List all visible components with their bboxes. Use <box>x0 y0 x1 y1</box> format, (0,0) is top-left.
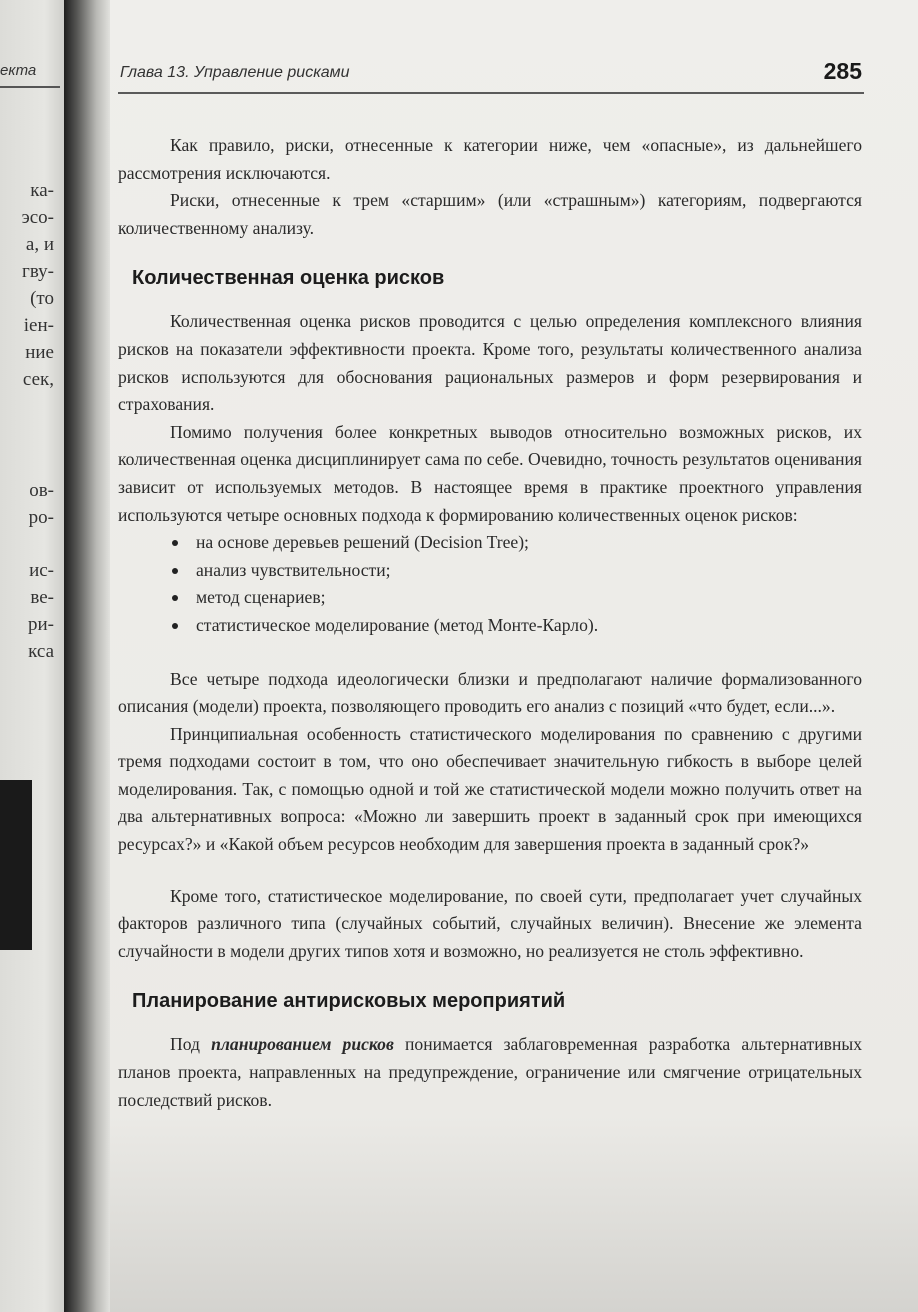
facing-page-line: эсо- <box>21 207 54 228</box>
list-item: анализ чувствительности; <box>172 557 862 585</box>
facing-page-line: ри- <box>28 614 54 635</box>
paragraph: Все четыре подхода идеологически близки и предполагают наличие формализованного описания (модели) проекта, позволяющего проводить его анализ с позиций «что будет, если...». <box>118 668 862 717</box>
paragraph: Как правило, риски, отнесенные к категории ниже, чем «опасные», из дальнейшего рассмотрения исключаются. <box>118 135 862 183</box>
page-body <box>118 132 862 1114</box>
paragraph-text: понимается заблаговременная разработка альтернативных планов проекта, направленных на предупреждение, ограничение или смягчение отрицательных последствий рисков. <box>118 1034 862 1110</box>
list-item: на основе деревьев решений (Decision Tree); <box>172 529 862 557</box>
emphasized-term: планированием рисков <box>211 1034 394 1055</box>
facing-page-line: ка- <box>30 180 54 201</box>
page-number: 285 <box>823 58 862 84</box>
section-heading: Количественная оценка рисков <box>132 267 445 290</box>
paragraph: Помимо получения более конкретных выводов относительно возможных рисков, их количественная оценка дисциплинирует сама по себе. Очевидно, точность результатов оценивания зависит от используемых методов. В настоящее время в практике проектного управления используются четыре основных подхода к формированию количественных оценок рисков: <box>118 421 862 525</box>
facing-page-line: ов- <box>29 480 54 501</box>
facing-page-line: а, и <box>25 234 54 255</box>
spacer <box>118 640 862 666</box>
header-rule <box>118 92 864 94</box>
paragraph: Риски, отнесенные к трем «старшим» (или «страшным») категориям, подвергаются количественному анализу. <box>118 190 862 238</box>
facing-page-line: кса <box>28 641 54 662</box>
facing-page-header: екта <box>0 62 37 79</box>
paragraph <box>118 1031 862 1114</box>
facing-page-dark-block <box>0 780 32 950</box>
facing-page-line: ро- <box>28 507 54 528</box>
bullet-list <box>118 529 862 639</box>
facing-page-line: ис- <box>29 560 54 581</box>
facing-page-line: ве- <box>30 587 54 608</box>
running-header <box>120 58 862 92</box>
list-item: метод сценариев; <box>172 584 862 612</box>
chapter-title: Глава 13. Управление рисками <box>120 64 350 81</box>
paragraph: Принципиальная особенность статистического моделирования по сравнению с другими тремя подходами состоит в том, что оно обеспечивает значительную гибкость в выборе целей моделирования. Так, с помощью одной и той же статистической модели можно получить ответ на два альтернативных вопроса: «Можно ли завершить проект в заданный срок при имеющихся ресурсах?» и «Какой объем ресурсов необходим для завершения проекта в заданный срок?» <box>118 723 862 855</box>
facing-page-header-rule <box>0 86 60 88</box>
list-item: статистическое моделирование (метод Монте-Карло). <box>172 612 862 640</box>
facing-page-fragment <box>0 0 64 1312</box>
facing-page-line: (то <box>30 288 54 309</box>
facing-page-line: гву- <box>22 261 54 282</box>
paragraph: Количественная оценка рисков проводится с целью определения комплексного влияния рисков на показатели эффективности проекта. Кроме того, результаты количественного анализа рисков используются для обоснования рациональных размеров и форм резервирования и страхования. <box>118 311 862 415</box>
paragraph-prefix: Под <box>170 1034 200 1055</box>
book-binding-gutter <box>64 0 110 1312</box>
facing-page-line: сек, <box>22 369 54 390</box>
facing-page-line: іен- <box>23 315 54 336</box>
facing-page-line: ние <box>25 342 54 363</box>
paragraph: Кроме того, статистическое моделирование, по своей сути, предполагает учет случайных факторов различного типа (случайных событий, случайных величин). Внесение же элемента случайности в модели других типов хотя и возможно, но реализуется не столь эффективно. <box>118 885 862 961</box>
section-heading: Планирование антирисковых мероприятий <box>132 990 566 1013</box>
spacer <box>118 859 862 883</box>
